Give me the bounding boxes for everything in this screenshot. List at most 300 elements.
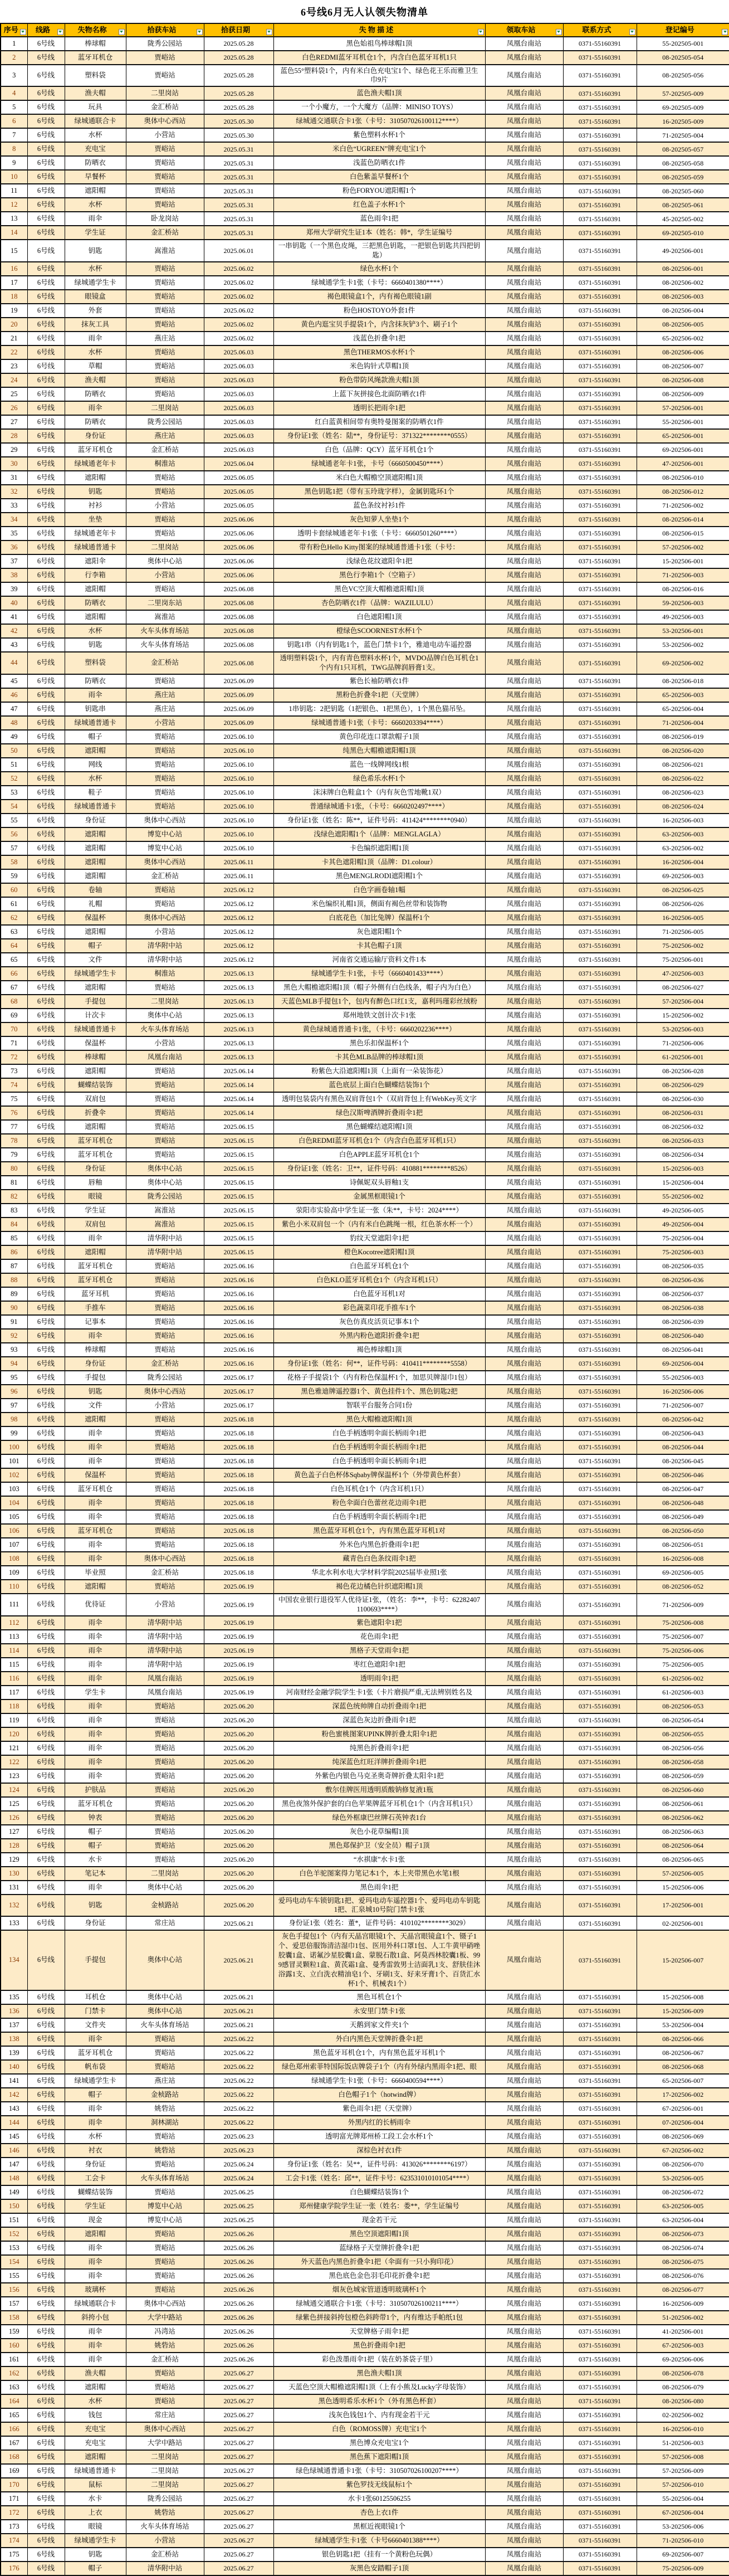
cell-contact: 0371-55160391 <box>563 995 637 1009</box>
cell-pickup-station: 凤凰台南站 <box>485 2506 563 2520</box>
cell-found-date: 2025.05.31 <box>204 212 273 226</box>
cell-line: 6号线 <box>27 1426 65 1440</box>
table-row <box>1 911 729 925</box>
cell-found-station: 博览中心站 <box>126 2213 204 2227</box>
filter-dropdown-icon[interactable] <box>266 29 272 35</box>
cell-line: 6号线 <box>27 1990 65 2004</box>
cell-found-date: 2025.06.12 <box>204 883 273 897</box>
cell-description: 天蓝色MLB手提包1个，包内有醉色口红1支，嘉利玛瑾彩丝绒粉 <box>273 995 485 1009</box>
table-row <box>1 1783 729 1797</box>
cell-description: 华北水利水电大学材料学院2025届毕业照1张 <box>273 1566 485 1580</box>
cell-found-date: 2025.06.10 <box>204 786 273 800</box>
cell-serial: 147 <box>1 2158 27 2171</box>
cell-found-date: 2025.06.18 <box>204 1524 273 1538</box>
cell-pickup-station: 凤凰台南站 <box>485 1797 563 1811</box>
cell-description: 白色帽子1个（hotwind牌） <box>273 2088 485 2102</box>
cell-found-station: 贾峪站 <box>126 1580 204 1594</box>
cell-item-name: 折叠伞 <box>65 1106 126 1120</box>
cell-serial: 106 <box>1 1524 27 1538</box>
cell-found-date: 2025.06.03 <box>204 345 273 359</box>
cell-found-date: 2025.06.20 <box>204 1881 273 1895</box>
cell-pickup-station: 凤凰台南站 <box>485 1273 563 1287</box>
table-row <box>1 1741 729 1755</box>
cell-description: 枣红色遮阳伞1把 <box>273 1658 485 1672</box>
table-row <box>1 1839 729 1853</box>
cell-contact: 0371-55160391 <box>563 499 637 513</box>
cell-pickup-station: 凤凰台南站 <box>485 1741 563 1755</box>
cell-found-date: 2025.06.19 <box>204 1686 273 1700</box>
cell-pickup-station: 凤凰台南站 <box>485 1357 563 1371</box>
cell-contact: 0371-55160391 <box>563 1454 637 1468</box>
table-row <box>1 1930 729 1990</box>
cell-serial: 130 <box>1 1867 27 1881</box>
cell-reg-number: 08-202506-055 <box>637 1727 729 1741</box>
cell-reg-number: 08-202506-077 <box>637 2283 729 2297</box>
cell-line: 6号线 <box>27 1895 65 1917</box>
table-row <box>1 1399 729 1413</box>
cell-found-station: 贾峪站 <box>126 1343 204 1357</box>
cell-pickup-station: 凤凰台南站 <box>485 2269 563 2283</box>
cell-serial: 166 <box>1 2422 27 2436</box>
cell-found-station: 小营站 <box>126 128 204 142</box>
cell-item-name: 蓝牙耳机仓 <box>65 1134 126 1148</box>
cell-pickup-station: 凤凰台南站 <box>485 1329 563 1343</box>
cell-line: 6号线 <box>27 2004 65 2018</box>
cell-reg-number: 08-202506-019 <box>637 730 729 744</box>
cell-serial: 156 <box>1 2283 27 2297</box>
cell-item-name: 防晒衣 <box>65 387 126 401</box>
cell-found-date: 2025.06.16 <box>204 1343 273 1357</box>
cell-serial: 46 <box>1 688 27 702</box>
cell-pickup-station: 凤凰台南站 <box>485 1566 563 1580</box>
cell-pickup-station: 凤凰台南站 <box>485 688 563 702</box>
cell-line: 6号线 <box>27 2032 65 2046</box>
cell-found-station: 奥体中心西站 <box>126 855 204 869</box>
cell-found-station: 贾峪站 <box>126 1134 204 1148</box>
cell-contact: 0371-55160391 <box>563 1050 637 1064</box>
cell-serial: 110 <box>1 1580 27 1594</box>
cell-line: 6号线 <box>27 702 65 716</box>
cell-contact: 0371-55160391 <box>563 1769 637 1783</box>
cell-reg-number: 08-202506-029 <box>637 1078 729 1092</box>
cell-found-station: 贾峪站 <box>126 1524 204 1538</box>
cell-description: 粉色带防风绳款渔夫帽1顶 <box>273 373 485 387</box>
cell-contact: 0371-55160391 <box>563 1259 637 1273</box>
cell-found-station: 贾峪站 <box>126 1783 204 1797</box>
cell-found-date: 2025.06.10 <box>204 758 273 772</box>
cell-serial: 51 <box>1 758 27 772</box>
cell-line: 6号线 <box>27 1022 65 1036</box>
cell-pickup-station: 凤凰台南站 <box>485 359 563 373</box>
table-row <box>1 2353 729 2366</box>
cell-item-name: 外套 <box>65 304 126 318</box>
cell-contact: 0371-55160391 <box>563 2185 637 2199</box>
cell-line: 6号线 <box>27 967 65 981</box>
cell-item-name: 绿城通老年卡 <box>65 457 126 471</box>
cell-line: 6号线 <box>27 610 65 624</box>
cell-reg-number: 49-202506-001 <box>637 240 729 262</box>
cell-reg-number: 47-202506-001 <box>637 457 729 471</box>
cell-serial: 88 <box>1 1273 27 1287</box>
cell-pickup-station: 凤凰台南站 <box>485 869 563 883</box>
cell-reg-number: 08-202506-025 <box>637 883 729 897</box>
cell-line: 6号线 <box>27 2436 65 2450</box>
table-row <box>1 2088 729 2102</box>
cell-reg-number: 75-202506-008 <box>637 1616 729 1630</box>
filter-dropdown-icon[interactable] <box>556 29 562 35</box>
cell-line: 6号线 <box>27 568 65 582</box>
cell-pickup-station: 凤凰台南站 <box>485 1120 563 1134</box>
filter-dropdown-icon[interactable] <box>629 29 635 35</box>
cell-reg-number: 08-202506-018 <box>637 674 729 688</box>
cell-description: 粉色FORYOU遮阳帽1个 <box>273 184 485 198</box>
cell-serial: 64 <box>1 939 27 953</box>
cell-found-date: 2025.06.21 <box>204 2018 273 2032</box>
cell-found-station: 博览中心站 <box>126 841 204 855</box>
cell-line: 6号线 <box>27 638 65 652</box>
cell-line: 6号线 <box>27 1259 65 1273</box>
cell-found-station: 贾峪站 <box>126 156 204 170</box>
cell-pickup-station: 凤凰台南站 <box>485 855 563 869</box>
cell-pickup-station: 凤凰台南站 <box>485 2562 563 2575</box>
cell-found-station: 奥体中心西站 <box>126 2297 204 2311</box>
triangle-down-icon <box>21 31 25 33</box>
cell-description: 黑色蕉下遮阳帽1顶 <box>273 2450 485 2464</box>
cell-reg-number: 53-202506-005 <box>637 2171 729 2185</box>
cell-found-station: 火车头体育场站 <box>126 624 204 638</box>
table-row <box>1 1426 729 1440</box>
table-row <box>1 1050 729 1064</box>
table-row <box>1 1510 729 1524</box>
cell-reg-number: 55-202505-001 <box>637 37 729 51</box>
cell-pickup-station: 凤凰台南站 <box>485 744 563 758</box>
cell-line: 6号线 <box>27 415 65 429</box>
cell-line: 6号线 <box>27 1755 65 1769</box>
cell-reg-number: 15-202506-007 <box>637 1930 729 1990</box>
cell-item-name: 唇釉 <box>65 1176 126 1190</box>
cell-reg-number: 69-202506-003 <box>637 869 729 883</box>
cell-contact: 0371-55160391 <box>563 457 637 471</box>
cell-serial: 102 <box>1 1468 27 1482</box>
cell-pickup-station: 凤凰台南站 <box>485 1783 563 1797</box>
cell-found-station: 大学中路站 <box>126 2311 204 2325</box>
cell-item-name: 雨伞 <box>65 1426 126 1440</box>
cell-item-name: 雨伞 <box>65 1329 126 1343</box>
cell-description: 沫沫牌白色鞋盒1个（内有灰色雪地靴1双） <box>273 786 485 800</box>
cell-item-name: 卷轴 <box>65 883 126 897</box>
cell-serial: 90 <box>1 1301 27 1315</box>
cell-item-name: 棒球帽 <box>65 1343 126 1357</box>
cell-found-station: 贾峪站 <box>126 184 204 198</box>
cell-found-date: 2025.06.16 <box>204 1259 273 1273</box>
cell-found-date: 2025.06.06 <box>204 540 273 554</box>
cell-found-station: 小营站 <box>126 1036 204 1050</box>
cell-description: 褐色花边橘色针织遮阳帽1顶 <box>273 1580 485 1594</box>
cell-description: 纯深蓝色红旺洋牌折叠雨伞1把 <box>273 1755 485 1769</box>
cell-item-name: 雨伞 <box>65 1881 126 1895</box>
filter-dropdown-icon[interactable] <box>57 29 63 35</box>
cell-serial: 65 <box>1 953 27 967</box>
cell-contact: 0371-55160391 <box>563 1329 637 1343</box>
cell-line: 6号线 <box>27 688 65 702</box>
cell-line: 6号线 <box>27 156 65 170</box>
cell-found-station: 贾峪站 <box>126 65 204 87</box>
cell-found-station: 奥体中心西站 <box>126 1385 204 1399</box>
cell-contact: 0371-55160391 <box>563 2158 637 2171</box>
cell-pickup-station: 凤凰台南站 <box>485 1343 563 1357</box>
cell-serial: 105 <box>1 1510 27 1524</box>
cell-serial: 163 <box>1 2380 27 2394</box>
cell-found-station: 贾峪站 <box>126 1482 204 1496</box>
cell-line: 6号线 <box>27 1218 65 1231</box>
filter-dropdown-icon[interactable] <box>478 29 484 35</box>
table-row <box>1 114 729 128</box>
cell-line: 6号线 <box>27 51 65 65</box>
cell-contact: 0371-55160391 <box>563 387 637 401</box>
cell-item-name: 保温杯 <box>65 911 126 925</box>
cell-found-station: 陇秀公园站 <box>126 2492 204 2506</box>
cell-serial: 78 <box>1 1134 27 1148</box>
filter-dropdown-icon[interactable] <box>722 29 728 35</box>
table-row <box>1 156 729 170</box>
cell-contact: 0371-55160391 <box>563 1468 637 1482</box>
cell-item-name: 鼠标 <box>65 2478 126 2492</box>
cell-serial: 34 <box>1 513 27 527</box>
cell-reg-number: 08-202505-058 <box>637 156 729 170</box>
cell-reg-number: 08-202506-026 <box>637 897 729 911</box>
cell-serial: 68 <box>1 995 27 1009</box>
cell-serial: 109 <box>1 1566 27 1580</box>
cell-found-station: 贾峪站 <box>126 1538 204 1552</box>
cell-found-station: 姚砦站 <box>126 2506 204 2520</box>
cell-pickup-station: 凤凰台南站 <box>485 1106 563 1120</box>
cell-serial: 8 <box>1 142 27 156</box>
cell-line: 6号线 <box>27 2185 65 2199</box>
cell-description: 白色REDMI蓝牙耳机仓1个，内含白色蓝牙耳机1只 <box>273 51 485 65</box>
cell-item-name: 毕业照 <box>65 1566 126 1580</box>
cell-item-name: 充电宝 <box>65 142 126 156</box>
cell-serial: 73 <box>1 1064 27 1078</box>
cell-serial: 71 <box>1 1036 27 1050</box>
cell-line: 6号线 <box>27 981 65 995</box>
cell-found-date: 2025.06.22 <box>204 2088 273 2102</box>
cell-pickup-station: 凤凰台南站 <box>485 2060 563 2074</box>
cell-serial: 94 <box>1 1357 27 1371</box>
cell-found-station: 金汇桥站 <box>126 100 204 114</box>
cell-description: 黑色郑保护卫（安全员）帽子1顶 <box>273 1839 485 1853</box>
cell-line: 6号线 <box>27 2492 65 2506</box>
cell-contact: 0371-55160391 <box>563 1510 637 1524</box>
cell-found-date: 2025.06.27 <box>204 2450 273 2464</box>
cell-serial: 96 <box>1 1385 27 1399</box>
triangle-down-icon <box>630 31 634 33</box>
cell-description: 粉紫色大沿遮阳帽1顶（上面有一朵装饰花） <box>273 1064 485 1078</box>
cell-item-name: 保温杯 <box>65 1468 126 1482</box>
cell-item-name: 水卡 <box>65 2492 126 2506</box>
filter-dropdown-icon[interactable] <box>20 29 26 35</box>
cell-found-station: 卧龙岗站 <box>126 212 204 226</box>
cell-serial: 136 <box>1 2004 27 2018</box>
table-row <box>1 995 729 1009</box>
cell-line: 6号线 <box>27 674 65 688</box>
cell-found-date: 2025.06.15 <box>204 1204 273 1218</box>
cell-found-date: 2025.06.12 <box>204 925 273 939</box>
cell-line: 6号线 <box>27 276 65 290</box>
cell-found-date: 2025.06.20 <box>204 1741 273 1755</box>
cell-item-name: 绿城通学生卡 <box>65 276 126 290</box>
cell-found-station: 常庄站 <box>126 2408 204 2422</box>
cell-contact: 0371-55160391 <box>563 2032 637 2046</box>
cell-found-date: 2025.06.19 <box>204 1580 273 1594</box>
cell-pickup-station: 凤凰台南站 <box>485 1616 563 1630</box>
cell-serial: 10 <box>1 170 27 184</box>
cell-found-date: 2025.06.23 <box>204 2144 273 2158</box>
cell-contact: 0371-55160391 <box>563 345 637 359</box>
cell-serial: 154 <box>1 2255 27 2269</box>
cell-found-station: 二里岗站 <box>126 1867 204 1881</box>
cell-found-station: 小营站 <box>126 1594 204 1616</box>
filter-dropdown-icon[interactable] <box>197 29 203 35</box>
cell-line: 6号线 <box>27 1371 65 1385</box>
cell-contact: 0371-55160391 <box>563 702 637 716</box>
cell-found-date: 2025.06.03 <box>204 359 273 373</box>
table-row <box>1 2311 729 2325</box>
cell-pickup-station: 凤凰台南站 <box>485 156 563 170</box>
cell-description: 橙绿色SCOORNEST水杯1个 <box>273 624 485 638</box>
cell-serial: 123 <box>1 1769 27 1783</box>
cell-found-station: 小营站 <box>126 925 204 939</box>
cell-contact: 0371-55160391 <box>563 2311 637 2325</box>
cell-pickup-station: 凤凰台南站 <box>485 814 563 827</box>
cell-item-name: 雨伞 <box>65 1630 126 1644</box>
cell-pickup-station: 凤凰台南站 <box>485 1811 563 1825</box>
cell-contact: 0371-55160391 <box>563 2422 637 2436</box>
cell-pickup-station: 凤凰台南站 <box>485 2450 563 2464</box>
cell-reg-number: 08-202506-063 <box>637 1825 729 1839</box>
cell-serial: 21 <box>1 332 27 345</box>
cell-serial: 155 <box>1 2269 27 2283</box>
cell-line: 6号线 <box>27 401 65 415</box>
cell-description: 白色手柄透明伞面长柄雨伞1把 <box>273 1440 485 1454</box>
cell-line: 6号线 <box>27 2102 65 2116</box>
cell-line: 6号线 <box>27 1064 65 1078</box>
cell-found-station: 贾峪站 <box>126 2130 204 2144</box>
cell-found-station: 火车头体育场站 <box>126 2171 204 2185</box>
cell-found-station: 小营站 <box>126 568 204 582</box>
cell-pickup-station: 凤凰台南站 <box>485 2088 563 2102</box>
cell-pickup-station: 凤凰台南站 <box>485 1009 563 1022</box>
cell-found-date: 2025.06.22 <box>204 2102 273 2116</box>
cell-pickup-station: 凤凰台南站 <box>485 457 563 471</box>
cell-description: 绿色水杯1个 <box>273 262 485 276</box>
cell-contact: 0371-55160391 <box>563 2408 637 2422</box>
cell-pickup-station: 凤凰台南站 <box>485 142 563 156</box>
table-row <box>1 688 729 702</box>
cell-item-name: 雨伞 <box>65 1700 126 1713</box>
cell-pickup-station: 凤凰台南站 <box>485 1769 563 1783</box>
cell-pickup-station: 凤凰台南站 <box>485 1713 563 1727</box>
cell-description: 现金若干元 <box>273 2213 485 2227</box>
cell-found-station: 贾峪站 <box>126 758 204 772</box>
cell-found-station: 火车头体育场站 <box>126 2520 204 2534</box>
cell-serial: 132 <box>1 1895 27 1917</box>
cell-description: 豹纹天堂遮阳伞1把 <box>273 1231 485 1245</box>
cell-found-date: 2025.06.15 <box>204 1245 273 1259</box>
cell-found-date: 2025.05.30 <box>204 128 273 142</box>
cell-pickup-station: 凤凰台南站 <box>485 1440 563 1454</box>
cell-item-name: 雨伞 <box>65 1755 126 1769</box>
filter-dropdown-icon[interactable] <box>119 29 125 35</box>
cell-found-station: 嵩淮站 <box>126 610 204 624</box>
cell-line: 6号线 <box>27 443 65 457</box>
cell-found-station: 贾峪站 <box>126 1315 204 1329</box>
cell-serial: 25 <box>1 387 27 401</box>
cell-pickup-station: 凤凰台南站 <box>485 513 563 527</box>
cell-reg-number: 69-202506-005 <box>637 1566 729 1580</box>
cell-contact: 0371-55160391 <box>563 2213 637 2227</box>
cell-found-date: 2025.06.27 <box>204 2492 273 2506</box>
cell-item-name: 学生证 <box>65 1204 126 1218</box>
cell-pickup-station: 凤凰台南站 <box>485 2199 563 2213</box>
cell-contact: 0371-55160391 <box>563 2102 637 2116</box>
cell-reg-number: 71-202506-003 <box>637 568 729 582</box>
cell-line: 6号线 <box>27 1106 65 1120</box>
cell-description: 花格子手提袋1个（内有粉色保温杯1个，加思贝牌湿巾1包） <box>273 1371 485 1385</box>
cell-serial: 89 <box>1 1287 27 1301</box>
cell-pickup-station: 凤凰台南站 <box>485 1371 563 1385</box>
cell-item-name: 手提包 <box>65 1371 126 1385</box>
cell-found-date: 2025.06.26 <box>204 2255 273 2269</box>
cell-found-date: 2025.06.06 <box>204 554 273 568</box>
cell-found-station: 贾峪站 <box>126 2283 204 2297</box>
cell-found-date: 2025.06.17 <box>204 1399 273 1413</box>
cell-item-name: 水卡 <box>65 1853 126 1867</box>
cell-found-date: 2025.06.27 <box>204 2394 273 2408</box>
cell-reg-number: 08-202506-005 <box>637 318 729 332</box>
cell-found-date: 2025.06.03 <box>204 429 273 443</box>
cell-found-station: 金汇桥站 <box>126 652 204 674</box>
cell-serial: 2 <box>1 51 27 65</box>
cell-contact: 0371-55160391 <box>563 86 637 100</box>
cell-description: 粉色HOSTOYO外套1件 <box>273 304 485 318</box>
cell-reg-number: 08-202505-057 <box>637 142 729 156</box>
cell-found-date: 2025.06.21 <box>204 1916 273 1930</box>
cell-description: 绿色汉斯啤酒牌折叠雨伞1把 <box>273 1106 485 1120</box>
cell-line: 6号线 <box>27 1134 65 1148</box>
cell-found-station: 金汇桥站 <box>126 1357 204 1371</box>
table-row <box>1 1301 729 1315</box>
cell-item-name: 绿城通老年卡 <box>65 527 126 540</box>
table-row <box>1 1036 729 1050</box>
cell-contact: 0371-55160391 <box>563 786 637 800</box>
cell-item-name: 眼镜盒 <box>65 290 126 304</box>
cell-contact: 0371-55160391 <box>563 1686 637 1700</box>
cell-line: 6号线 <box>27 1287 65 1301</box>
cell-line: 6号线 <box>27 2018 65 2032</box>
cell-contact: 0371-55160391 <box>563 2130 637 2144</box>
cell-pickup-station: 凤凰台南站 <box>485 1454 563 1468</box>
cell-item-name: 钟表 <box>65 1811 126 1825</box>
cell-contact: 0371-55160391 <box>563 332 637 345</box>
cell-serial: 149 <box>1 2185 27 2199</box>
cell-contact: 0371-55160391 <box>563 925 637 939</box>
cell-found-station: 清华附中站 <box>126 2562 204 2575</box>
column-header-serial <box>1 23 27 37</box>
cell-description: 白色耳机仓1个（内含耳机1只） <box>273 1482 485 1496</box>
cell-found-date: 2025.06.15 <box>204 1120 273 1134</box>
cell-found-station: 金汇桥站 <box>126 443 204 457</box>
cell-contact: 0371-55160391 <box>563 582 637 596</box>
